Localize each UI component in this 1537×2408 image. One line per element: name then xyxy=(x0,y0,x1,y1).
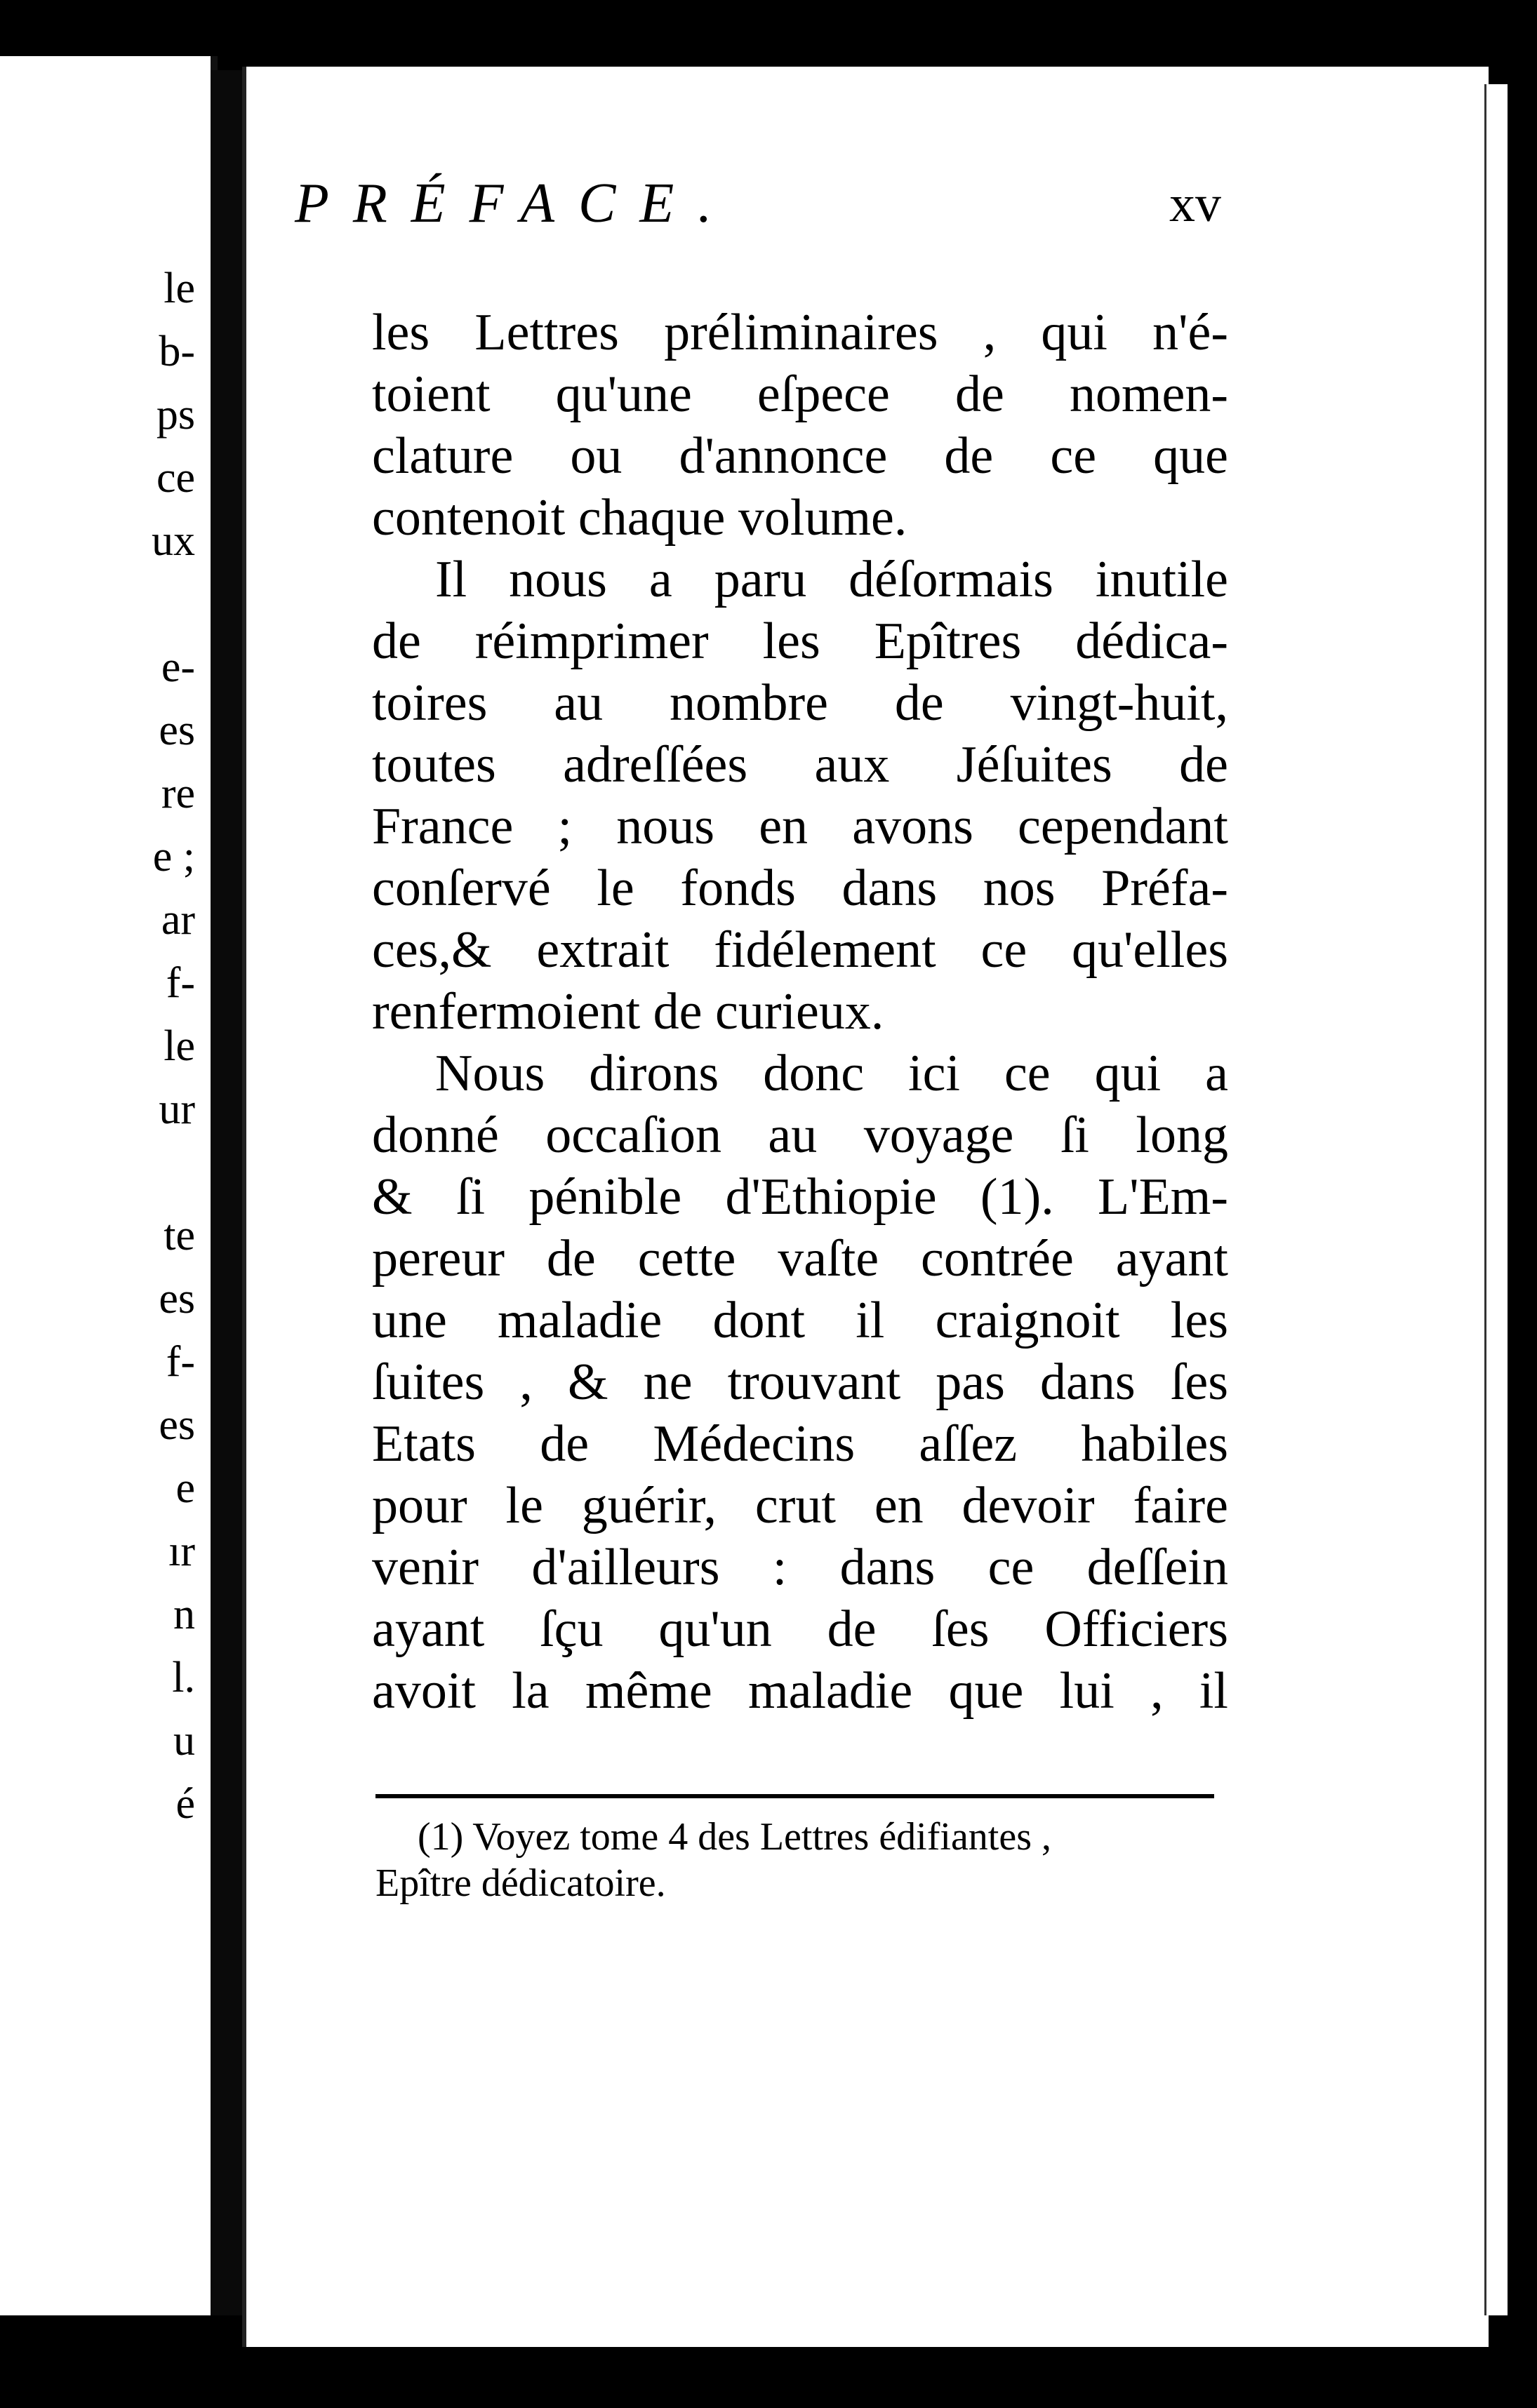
text-line: renfermoient de curieux. xyxy=(372,983,884,1041)
text-line: toutes adreſſées aux Jéſuites de xyxy=(372,736,1228,794)
text-line: France ; nous en avons cependant xyxy=(372,798,1228,855)
text-line: contenoit chaque volume. xyxy=(372,489,907,547)
footnote-line: Epître dédicatoire. xyxy=(375,1861,666,1905)
left-page-fragment-text: es xyxy=(159,707,195,754)
left-page-fragment-text: es xyxy=(159,1401,195,1449)
text-line: pour le guérir, crut en devoir faire xyxy=(372,1477,1228,1534)
text-line: donné occaſion au voyage ſi long xyxy=(372,1106,1228,1164)
left-page-fragment-text: e- xyxy=(161,643,195,691)
text-line: Etats de Médecins aſſez habiles xyxy=(372,1415,1228,1473)
left-page-fragment-text: ux xyxy=(152,517,195,565)
text-line: de réimprimer les Epîtres dédica- xyxy=(372,613,1228,670)
left-page-fragment-text: e ; xyxy=(152,833,195,881)
left-page-fragment-text: es xyxy=(159,1275,195,1323)
text-line: Nous dirons donc ici ce qui a xyxy=(435,1045,1228,1102)
text-line: Il nous a paru déſormais inutile xyxy=(435,551,1228,608)
text-line: venir d'ailleurs : dans ce deſſein xyxy=(372,1539,1228,1596)
left-page-fragment-text: l. xyxy=(172,1654,195,1701)
left-page-fragment-text: re xyxy=(161,770,195,817)
running-head xyxy=(295,172,1221,249)
page-number: xv xyxy=(1169,175,1221,233)
text-line: pereur de cette vaſte contrée ayant xyxy=(372,1230,1228,1287)
text-line: ayant ſçu qu'un de ſes Officiers xyxy=(372,1600,1228,1658)
left-page-fragment-text: le xyxy=(164,1022,195,1070)
left-page-fragment-text: f- xyxy=(166,1338,195,1386)
text-line: clature ou d'annonce de ce que xyxy=(372,427,1228,485)
text-line: ſuites , & ne trouvant pas dans ſes xyxy=(372,1353,1228,1411)
left-page-fragment-text: b- xyxy=(159,328,195,375)
left-page-fragment-text: n xyxy=(173,1591,195,1638)
text-line: toires au nombre de vingt-huit, xyxy=(372,674,1228,732)
left-page-fragment-text: ce xyxy=(156,454,195,502)
left-page-fragment-text: é xyxy=(175,1780,195,1828)
left-page-fragment-text: e xyxy=(175,1464,195,1512)
footnote-rule xyxy=(375,1794,1214,1798)
body-text xyxy=(372,302,1228,1722)
left-page-fragment-text: ps xyxy=(156,391,195,439)
left-page-fragment xyxy=(0,56,218,2315)
left-page-fragment-text: ar xyxy=(161,896,195,944)
text-line: avoit la même maladie que lui , il xyxy=(372,1662,1228,1720)
footnote-line: (1) Voyez tome 4 des Lettres édifiantes , xyxy=(418,1815,1051,1859)
text-line: les Lettres préliminaires , qui n'é- xyxy=(372,304,1228,361)
text-line: ces,& extrait fidélement ce qu'elles xyxy=(372,921,1228,979)
left-page-fragment-text: ur xyxy=(159,1085,195,1133)
text-line: une maladie dont il craignoit les xyxy=(372,1292,1228,1349)
text-line: conſervé le fonds dans nos Préfa- xyxy=(372,859,1228,917)
running-title: PRÉFACE. xyxy=(295,173,736,234)
left-page-fragment-text: le xyxy=(164,265,195,312)
left-page-fragment-text: te xyxy=(164,1212,195,1259)
page-edge xyxy=(1484,84,1508,2315)
left-page-fragment-text: ır xyxy=(168,1527,195,1575)
text-line: & ſi pénible d'Ethiopie (1). L'Em- xyxy=(372,1168,1228,1226)
text-line: toient qu'une eſpece de nomen- xyxy=(372,366,1228,423)
left-page-fragment-text: u xyxy=(173,1717,195,1765)
left-page-fragment-text: f- xyxy=(166,959,195,1007)
footnote xyxy=(375,1814,1232,1906)
